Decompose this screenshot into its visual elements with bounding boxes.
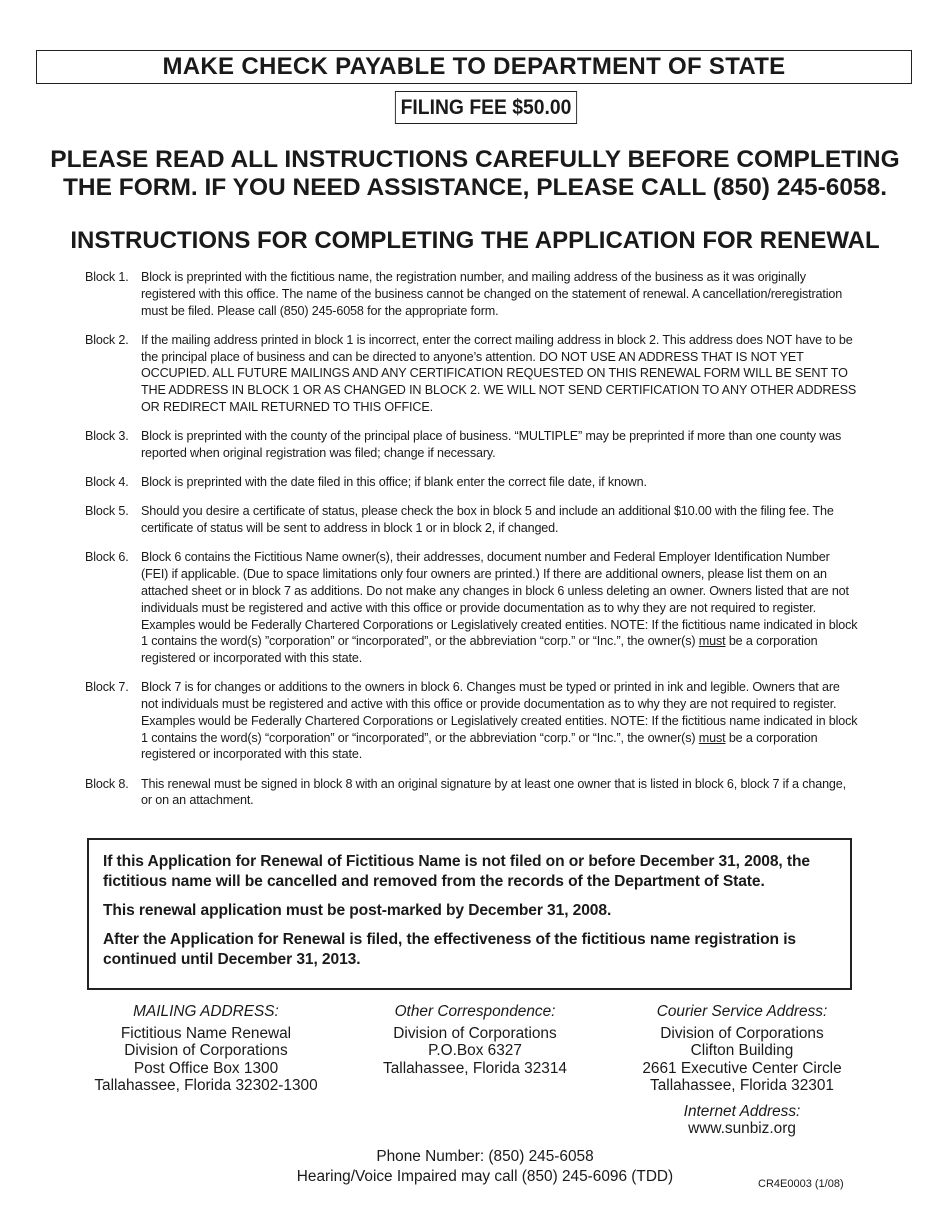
block-text-end: be a corporation registered or incorporated with this state.: [141, 730, 818, 762]
address-line: Fictitious Name Renewal: [120, 1024, 292, 1042]
block-7-instruction: [85, 679, 860, 763]
block-text: Block is preprinted with the date filed in this office; if blank enter the correct file date, if known.: [141, 475, 647, 490]
block-label: Block 7.: [85, 680, 129, 695]
courier-service-address: [625, 1003, 859, 1138]
filing-fee-box: FILING FEE $50.00: [395, 91, 577, 124]
block-label: Block 4.: [85, 475, 129, 490]
block-3-instruction: [85, 428, 860, 462]
block-8-instruction: [85, 776, 860, 810]
block-text-end: be a corporation registered or incorporated with this state.: [141, 634, 818, 666]
block-text: [141, 549, 860, 667]
block-label: Block 6.: [85, 550, 129, 565]
address-line: Tallahassee, Florida 32301: [650, 1077, 834, 1094]
block-text-main: Block 6 contains the Fictitious Name owner(s), their addresses, document number and Federal Employer Identification Number (FEI) if applicable. (Due to space limitations only four owners are printed.) If there are additional owners, please list them on an attached sheet or in block 7 as additions. Do not make any changes in block 6 unless deleting an owner. Owners listed that are not individuals must be registered and active with this office or provide documentation as to why they are not required to register. Examples would be Federally Chartered Corporations or Legislatively created entities. NOTE: If the fictitious name indicated in block 1 contains the word(s) ”corporation” or “incorporated”, or the abbreviation “corp.” or “Inc.”, the owner(s): [141, 550, 858, 649]
block-text: This renewal must be signed in block 8 with an original signature by at least one owner that is listed in block 6, block 7 if a change, or on an attachment.: [141, 776, 846, 808]
block-text: [141, 679, 860, 763]
other-correspondence-address: [360, 1003, 590, 1077]
block-5-instruction: [85, 503, 860, 537]
block-text: Block is preprinted with the county of the principal place of business. “MULTIPLE” may be preprinted if more than one county was reported when original registration was filed; change if necessary.: [141, 429, 842, 460]
mailing-address: [80, 1003, 332, 1095]
check-payable-banner: MAKE CHECK PAYABLE TO DEPARTMENT OF STATE: [36, 50, 912, 84]
tdd-number: Hearing/Voice Impaired may call (850) 245-6096 (TDD): [296, 1168, 674, 1185]
instructions-title: INSTRUCTIONS FOR COMPLETING THE APPLICATION FOR RENEWAL: [70, 227, 880, 254]
instruction-blocks: [85, 269, 860, 822]
block-label: Block 2.: [85, 332, 129, 347]
address-line: P.O.Box 6327: [428, 1042, 522, 1059]
block-text: Block is preprinted with the fictitious name, the registration number, and mailing address of the business as it was originally registered with this office. The name of the business cannot be changed on the statement of renewal. A cancellation/reregistration must be filed. Please call (850) 245-6058 for the appropriate form.: [141, 270, 843, 318]
block-2-instruction: [85, 332, 860, 416]
please-read-notice: [20, 146, 930, 202]
notice-effectiveness: After the Application for Renewal is filed, the effectiveness of the fictitious name registration is continued until December 31, 2013.: [103, 931, 797, 968]
block-label: Block 8.: [85, 776, 129, 791]
mailing-address-heading: MAILING ADDRESS:: [133, 1003, 279, 1020]
address-line: 2661 Executive Center Circle: [642, 1059, 842, 1077]
form-code: CR4E0003 (1/08): [758, 1178, 844, 1190]
notice-cancellation: If this Application for Renewal of Fictitious Name is not filed on or before December 31, 2008, the fictitious name will be cancelled and removed from the records of the Department of State.: [103, 853, 810, 890]
other-correspondence-heading: Other Correspondence:: [394, 1003, 556, 1020]
block-text: If the mailing address printed in block 1 is incorrect, enter the correct mailing address in block 2. This address does NOT have to be the principal place of business and can be directed to anyone’s attention. DO NOT USE AN ADDRESS THAT IS NOT YET OCCUPIED. ALL FUTURE MAILINGS AND ANY CERTIFICATION REQUESTED ON THIS RENEWAL FORM WILL BE SENT TO THE ADDRESS IN BLOCK 1 OR AS CHANGED IN BLOCK 2. WE WILL NOT SEND CERTIFICATION TO ANY OTHER ADDRESS OR REDIRECT MAIL RETURNED TO THIS OFFICE.: [141, 332, 857, 414]
block-text-underlined: must: [698, 634, 726, 649]
block-4-instruction: [85, 474, 860, 491]
notice-postmark: This renewal application must be post-marked by December 31, 2008.: [103, 902, 612, 919]
address-line: Tallahassee, Florida 32302-1300: [94, 1077, 318, 1094]
block-label: Block 3.: [85, 429, 129, 444]
block-label: Block 5.: [85, 504, 129, 519]
address-line: Division of Corporations: [124, 1042, 288, 1059]
address-line: Clifton Building: [690, 1042, 794, 1059]
phone-info: [240, 1147, 730, 1187]
please-read-line-1: PLEASE READ ALL INSTRUCTIONS CAREFULLY BEFORE COMPLETING: [50, 146, 900, 173]
internet-address-link[interactable]: www.sunbiz.org: [688, 1120, 796, 1137]
courier-service-heading: Courier Service Address:: [656, 1003, 828, 1020]
block-6-instruction: [85, 549, 860, 667]
deadline-notice-box: [87, 838, 852, 990]
block-text-main: Block 7 is for changes or additions to the owners in block 6. Changes must be typed or printed in ink and legible. Owners that are not individuals must be registered and active with this office or provide documentation as to why they are not required to register. Examples would be Federally Chartered Corporations or Legislatively created entities. NOTE: If the fictitious name indicated in block 1 contains the word(s) “corporation” or “incorporated”, or the abbreviation “corp.” or “Inc.”, the owner(s): [141, 680, 858, 745]
block-text-underlined: must: [698, 730, 726, 745]
block-1-instruction: [85, 269, 860, 319]
internet-address-heading: Internet Address:: [683, 1102, 801, 1120]
please-read-line-2: THE FORM. IF YOU NEED ASSISTANCE, PLEASE CALL (850) 245-6058.: [62, 174, 888, 201]
phone-number: Phone Number: (850) 245-6058: [376, 1148, 594, 1165]
address-line: Division of Corporations: [660, 1024, 824, 1042]
address-line: Tallahassee, Florida 32314: [383, 1059, 567, 1077]
block-label: Block 1.: [85, 270, 129, 284]
block-text: Should you desire a certificate of status, please check the box in block 5 and include an additional $10.00 with the filing fee. The certificate of status will be sent to address in block 1 or in block 2, if changed.: [141, 504, 834, 536]
address-line: Division of Corporations: [393, 1024, 557, 1042]
address-line: Post Office Box 1300: [133, 1059, 279, 1077]
